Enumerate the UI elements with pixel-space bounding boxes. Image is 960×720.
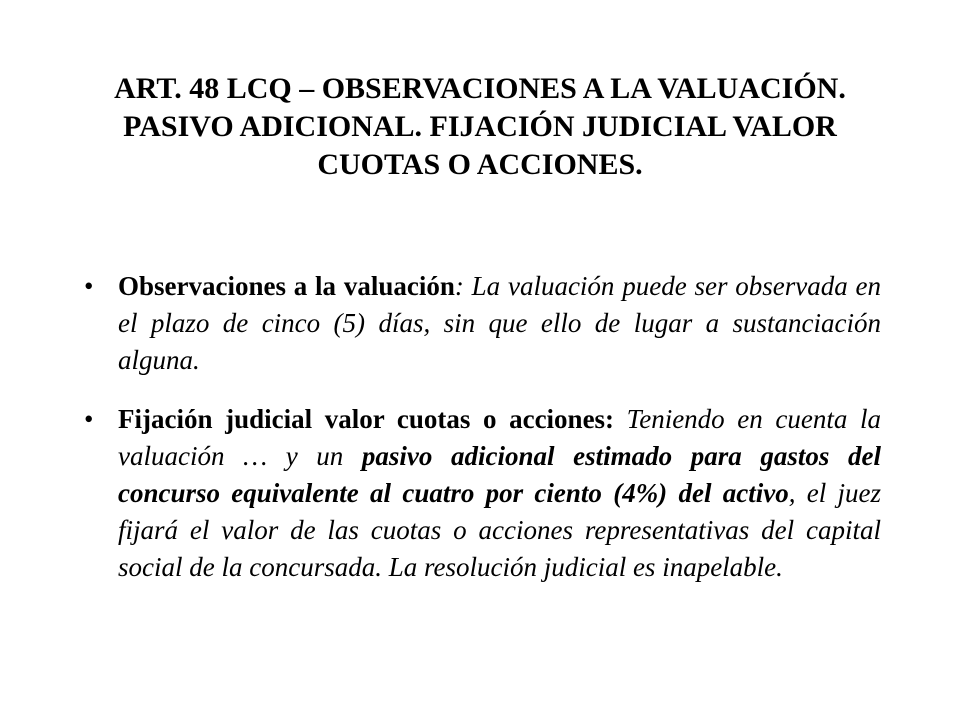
bullet-dot-icon: •: [84, 404, 94, 434]
slide-title: ART. 48 LCQ – OBSERVACIONES A LA VALUACIÓN. PASIVO ADICIONAL. FIJACIÓN JUDICIAL VALOR CUOTAS O ACCIONES.: [114, 72, 846, 181]
bullet-dot-icon: •: [84, 271, 94, 301]
bullet-list: [78, 268, 881, 586]
bullet-fijacion-judicial: [78, 401, 881, 586]
bullet-observaciones: [78, 268, 881, 379]
bullet-separator: :: [454, 271, 464, 301]
bullet-text: Teniendo en cuenta la valuación … y un: [118, 404, 881, 471]
bullet-heading: Fijación judicial valor cuotas o acciones:: [118, 404, 615, 434]
bullet-heading: Observaciones a la valuación: [118, 271, 455, 301]
bullet-emphasis: pasivo adicional estimado para gastos del concurso equivalente al cuatro por ciento (4%) del activo: [118, 441, 881, 508]
bullet-text: La valuación puede ser observada en el plazo de cinco (5) días, sin que ello de lugar a sustanciación alguna.: [118, 271, 882, 375]
bullet-text: , el juez fijará el valor de las cuotas o acciones representativas del capital social de la concursada. La resolución judicial es inapelable.: [118, 478, 881, 582]
